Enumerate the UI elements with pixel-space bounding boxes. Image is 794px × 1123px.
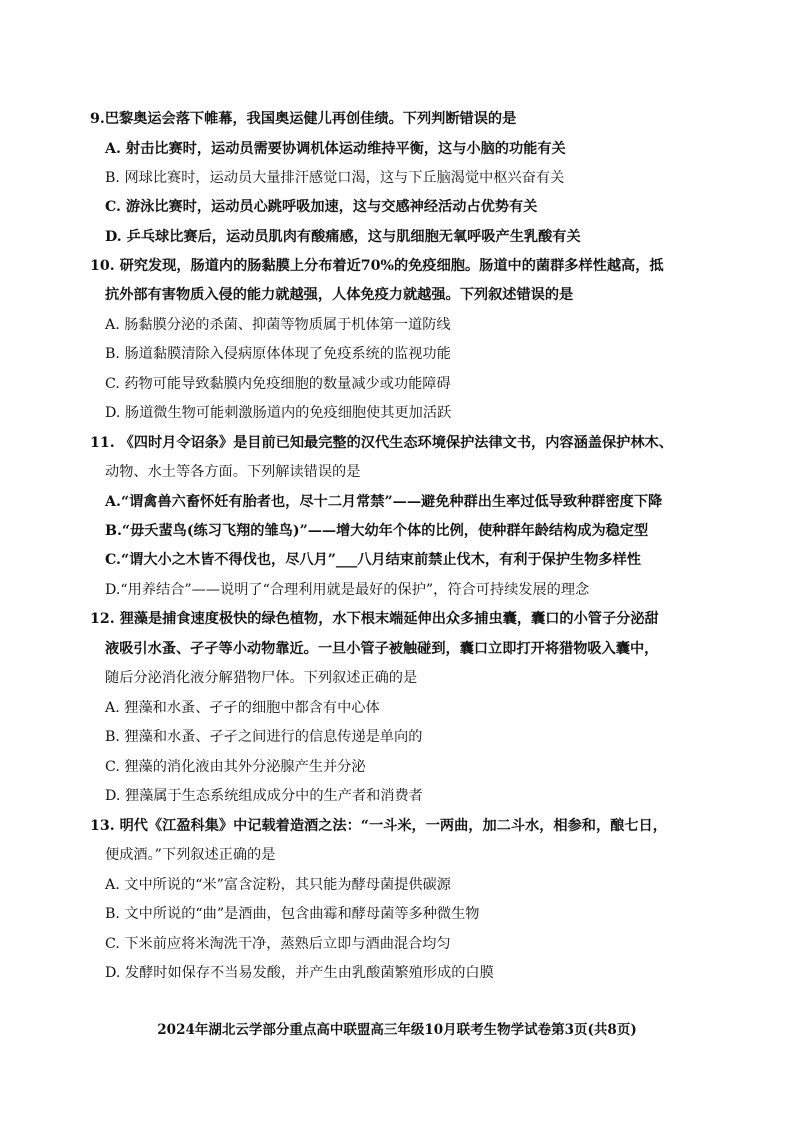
option-b: B. 狸藻和水蚤、孑孑之间进行的信息传递是单向的 bbox=[105, 729, 423, 745]
option-d: D.“用养结合”——说明了“合理利用就是最好的保护”，符合可持续发展的理念 bbox=[105, 582, 590, 598]
option-b: B. 网球比赛时，运动员大量排汗感觉口渴，这与下丘脑渴觉中枢兴奋有关 bbox=[105, 170, 565, 186]
question-stem-cont: 液吸引水蚤、孑孑等小动物靠近。一旦小管子被触碰到，囊口立即打开将猎物吸入囊中， bbox=[105, 641, 659, 657]
question-stem: 12. 狸藻是捕食速度极快的绿色植物，水下根末端延伸出众多捕虫囊，囊口的小管子分泌甜 bbox=[90, 611, 659, 627]
question-stem-cont: 便成酒。”下列叙述正确的是 bbox=[105, 847, 276, 863]
option-a: A. 文中所说的“米”富含淀粉，其只能为酵母菌提供碳源 bbox=[105, 877, 451, 893]
option-c: C.“谓大小之木皆不得伐也，尽八月”___八月结束前禁止伐木，有利于保护生物多样性 bbox=[105, 552, 641, 568]
option-c: C. 游泳比赛时，运动员心跳呼吸加速，这与交感神经活动占优势有关 bbox=[105, 199, 538, 215]
option-b: B. 文中所说的“曲”是酒曲，包含曲霉和酵母菌等多种微生物 bbox=[105, 906, 480, 922]
option-a: A. 射击比赛时，运动员需要协调机体运动维持平衡，这与小脑的功能有关 bbox=[105, 141, 566, 157]
question-stem-cont: 随后分泌消化液分解猎物尸体。下列叙述正确的是 bbox=[105, 670, 418, 686]
question-stem: 9.巴黎奥运会落下帷幕，我国奥运健儿再创佳绩。下列判断错误的是 bbox=[90, 111, 517, 127]
option-d: D. 狸藻属于生态系统组成成分中的生产者和消费者 bbox=[105, 788, 423, 804]
option-c: C. 药物可能导致黏膜内免疫细胞的数量减少或功能障碍 bbox=[105, 376, 451, 392]
option-b: B. 肠道黏膜清除入侵病原体体现了免疫系统的监视功能 bbox=[105, 346, 451, 362]
option-b: B.“毋夭蜚鸟(练习飞翔的雏鸟)”——增大幼年个体的比例，使种群年龄结构成为稳定型 bbox=[105, 523, 649, 539]
option-a: A. 狸藻和水蚤、孑孑的细胞中都含有中心体 bbox=[105, 700, 380, 716]
question-stem-cont: 抗外部有害物质入侵的能力就越强，人体免疫力就越强。下列叙述错误的是 bbox=[105, 287, 574, 303]
question-stem: 10. 研究发现，肠道内的肠黏膜上分布着近70%的免疫细胞。肠道中的菌群多样性越高，抵 bbox=[90, 258, 664, 274]
option-c: C. 狸藻的消化液由其外分泌腺产生并分泌 bbox=[105, 759, 366, 775]
option-a: A. 肠黏膜分泌的杀菌、抑菌等物质属于机体第一道防线 bbox=[105, 317, 451, 333]
option-c: C. 下米前应将米淘洗干净，蒸熟后立即与酒曲混合均匀 bbox=[105, 936, 451, 952]
question-stem: 11. 《四时月令诏条》是目前已知最完整的汉代生态环境保护法律文书，内容涵盖保护林木、 bbox=[90, 435, 673, 451]
question-stem-cont: 动物、水土等各方面。下列解读错误的是 bbox=[105, 464, 361, 480]
question-stem: 13. 明代《江盈科集》中记载着造酒之法：“一斗米，一两曲，加二斗水，相参和，酿七日， bbox=[90, 818, 667, 834]
option-d: D. 肠道微生物可能刺激肠道内的免疫细胞使其更加活跃 bbox=[105, 405, 452, 421]
page-footer: 2024年湖北云学部分重点高中联盟高三年级10月联考生物学试卷第3页(共8页) bbox=[157, 1022, 637, 1038]
option-a: A.“谓禽兽六畜怀妊有胎者也，尽十二月常禁”——避免种群出生率过低导致种群密度下降 bbox=[105, 494, 663, 510]
option-d: D. 乒乓球比赛后，运动员肌肉有酸痛感，这与肌细胞无氧呼吸产生乳酸有关 bbox=[105, 229, 581, 245]
option-d: D. 发酵时如保存不当易发酸，并产生由乳酸菌繁殖形成的白膜 bbox=[105, 965, 494, 981]
